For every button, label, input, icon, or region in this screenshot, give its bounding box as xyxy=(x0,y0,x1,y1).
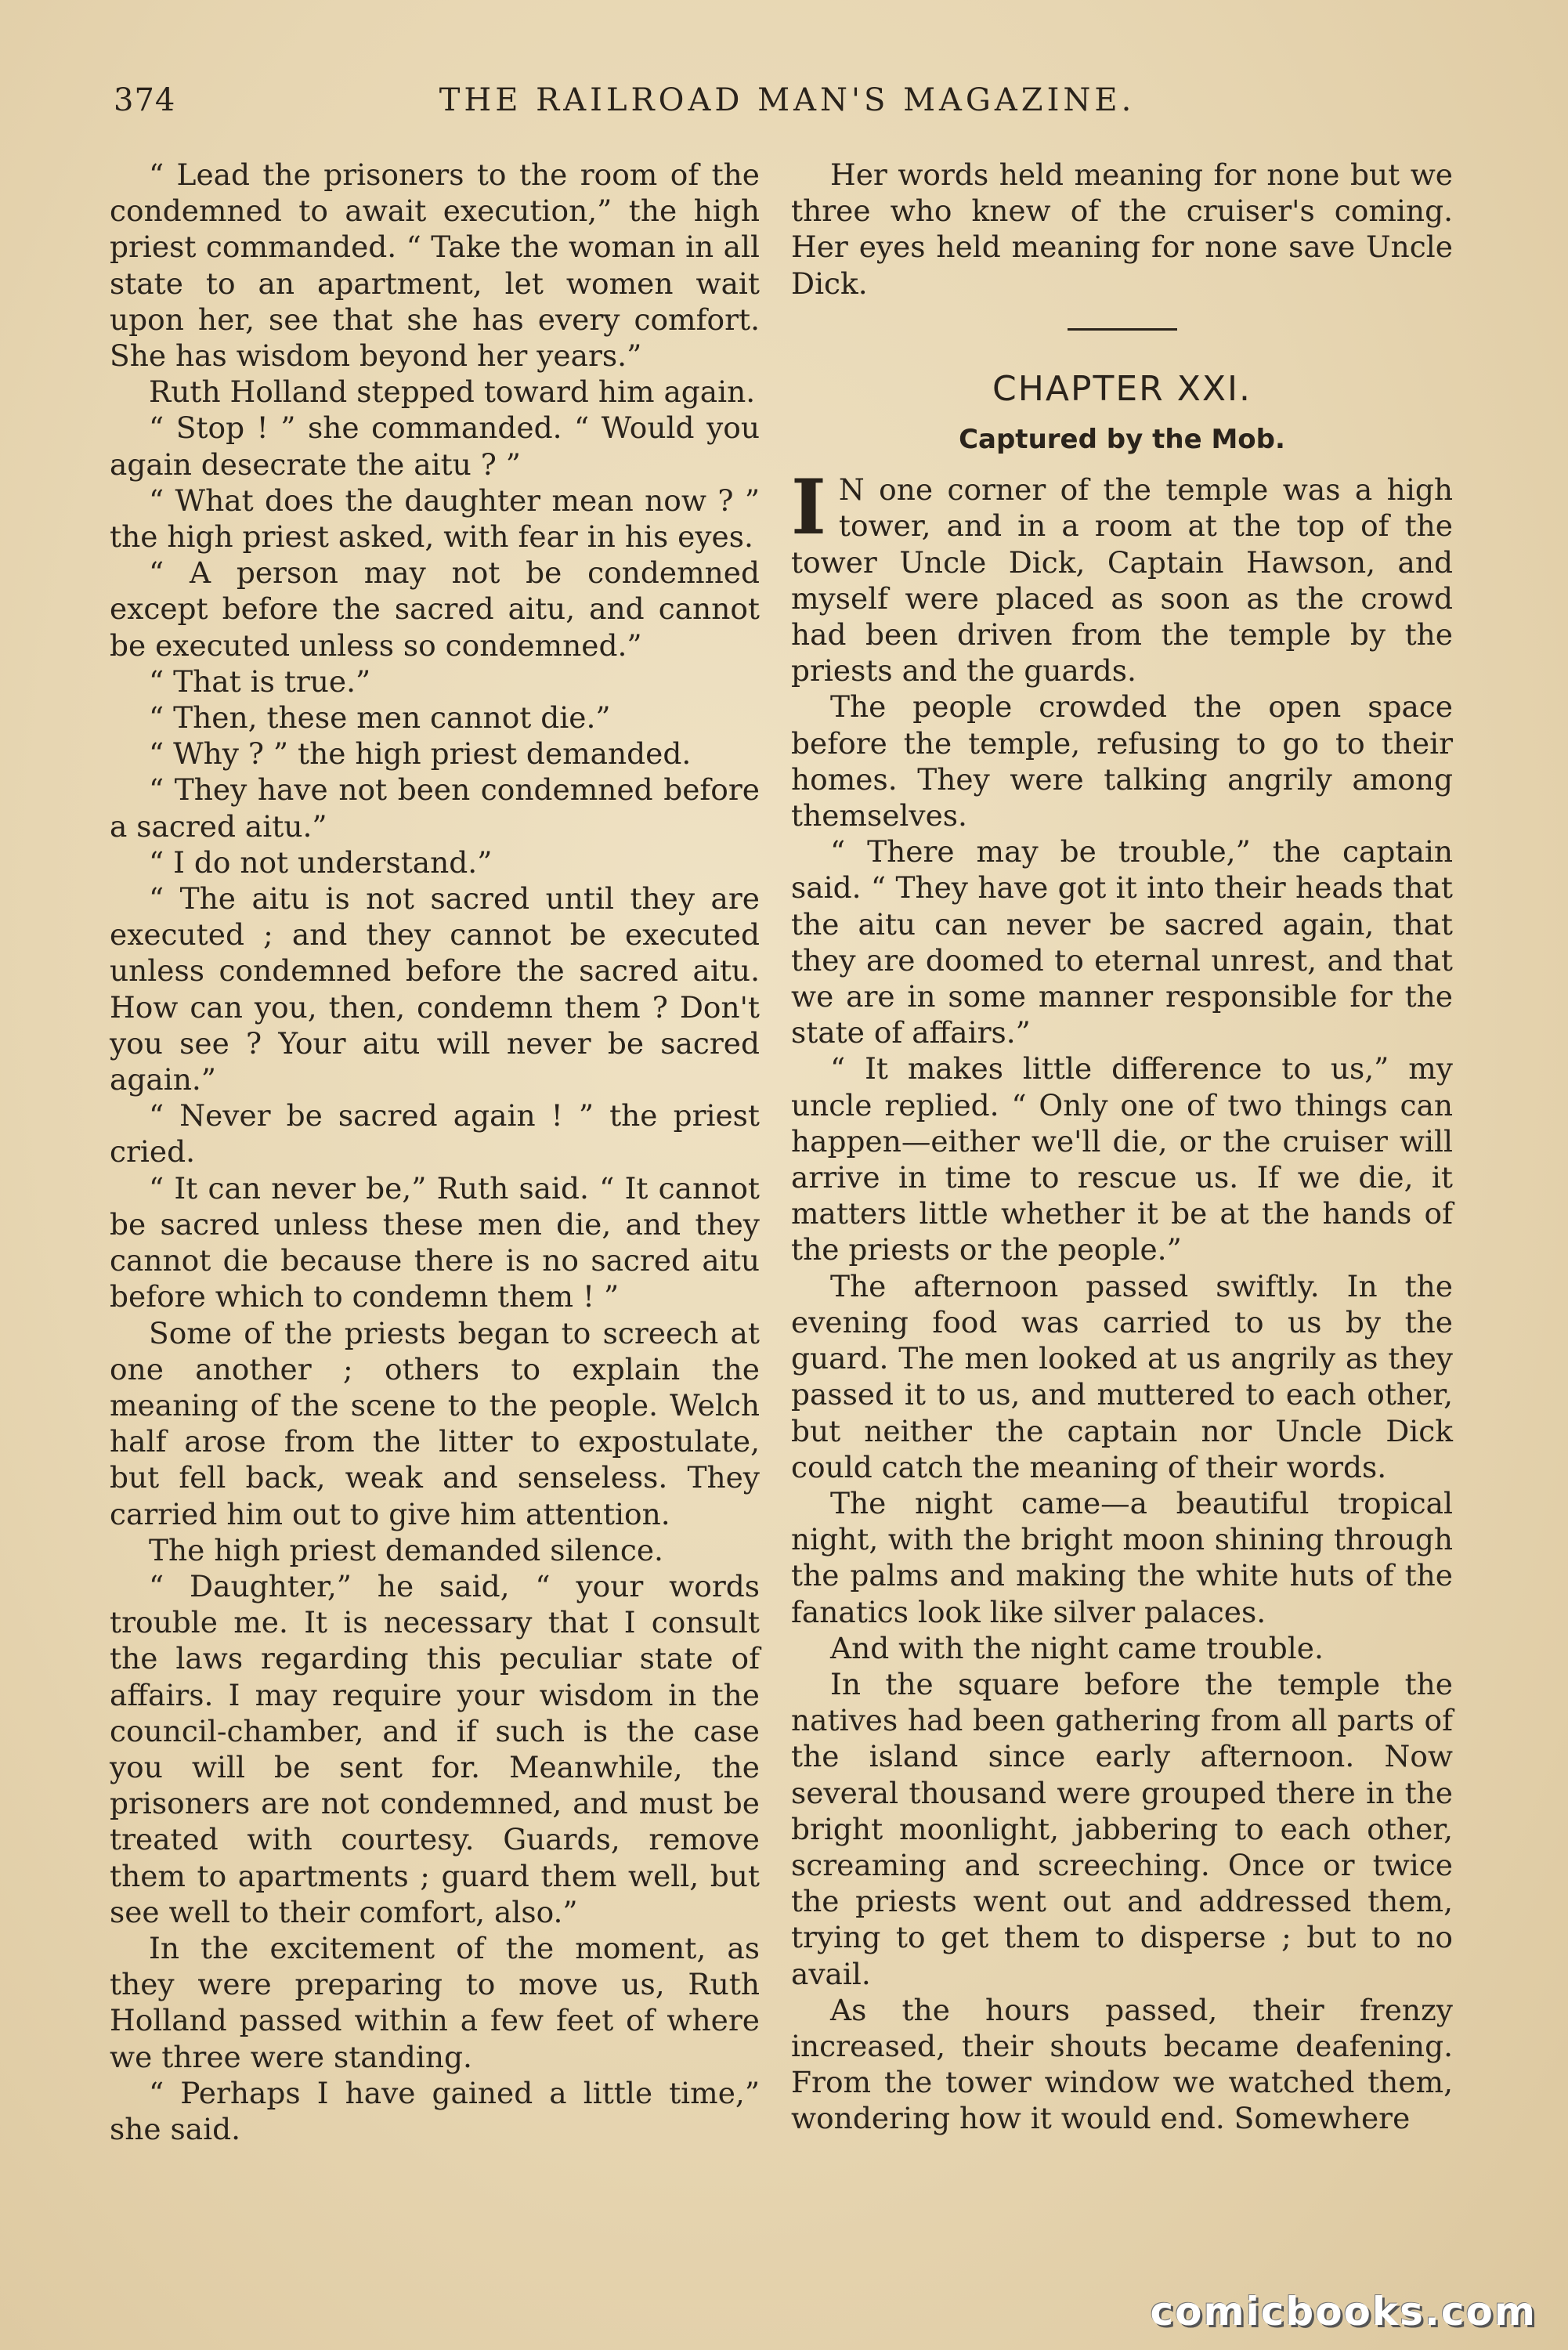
right-column xyxy=(791,157,1453,2137)
paragraph: In the excitement of the moment, as they were preparing to move us, Ruth Holland passed within a few feet of where we three were standing. xyxy=(110,1930,760,2074)
drop-cap: I xyxy=(791,463,826,552)
paragraph: The night came—a beautiful tropical night, with the bright moon shining through the palms and making the white huts of the fanatics look like silver palaces. xyxy=(791,1485,1453,1629)
paragraph: “ They have not been condemned before a sacred aitu.” xyxy=(110,772,760,844)
paragraph: “ Never be sacred again ! ” the priest cried. xyxy=(110,1098,760,1170)
running-title: THE RAILROAD MAN'S MAGAZINE. xyxy=(439,82,1136,118)
opening-paragraph xyxy=(791,463,1453,689)
page-number: 374 xyxy=(114,82,176,118)
paragraph: Her words held meaning for none but we three who knew of the cruiser's coming. Her eyes held meaning for none save Uncle Dick. xyxy=(791,157,1453,301)
paragraph: “ Stop ! ” she commanded. “ Would you again desecrate the aitu ? ” xyxy=(110,410,760,482)
paragraph: “ It makes little difference to us,” my uncle replied. “ Only one of two things can happen—either we'll die, or the cruiser will arrive in time to rescue us. If we die, it matters little whether it be at the hands of the priests or the people.” xyxy=(791,1051,1453,1267)
paragraph: The people crowded the open space before the temple, refusing to go to their homes. They were talking angrily among themselves. xyxy=(791,689,1453,833)
paragraph: “ The aitu is not sacred until they are executed ; and they cannot be executed unless condemned before the sacred aitu. How can you, then, condemn them ? Don't you see ? Your aitu will never be sacred again.” xyxy=(110,881,760,1097)
paragraph: “ Then, these men cannot die.” xyxy=(149,700,611,736)
page-header xyxy=(114,82,1461,129)
opening-text: N one corner of the temple was a high tower, and in a room at the top of the tower Uncle Dick, Captain Hawson, and myself were placed as soon as the crowd had been driven from the temple by the priests and the guards. xyxy=(791,472,1453,689)
chapter-title: CHAPTER XXI. xyxy=(992,368,1252,409)
section-divider xyxy=(1068,328,1177,331)
paragraph: “ I do not understand.” xyxy=(149,844,493,880)
left-column xyxy=(110,157,760,2147)
paragraph: “ Perhaps I have gained a little time,” she said. xyxy=(110,2075,760,2146)
chapter-subtitle: Captured by the Mob. xyxy=(959,424,1285,456)
paragraph: “ What does the daughter mean now ? ” the high priest asked, with fear in his eyes. xyxy=(110,483,760,555)
paragraph: In the square before the temple the natives had been gathering from all parts of the island since early afternoon. Now several thousand were grouped there in the bright moonlight, jabbering to each other, screaming and screeching. Once or twice the priests went out and addressed them, trying to get them to disperse ; but to no avail. xyxy=(791,1666,1453,1991)
paragraph: “ That is true.” xyxy=(149,663,371,699)
paragraph: “ Daughter,” he said, “ your words trouble me. It is necessary that I consult the laws regarding this peculiar state of affairs. I may require your wisdom in the council-chamber, and if such is the case you will be sent for. Meanwhile, the prisoners are not condemned, and must be treated with courtesy. Guards, remove them to apartments ; guard them well, but see well to their comfort, also.” xyxy=(110,1568,760,1929)
site-watermark: comicbooks.com xyxy=(1150,2289,1537,2334)
paragraph: Ruth Holland stepped toward him again. xyxy=(149,374,756,410)
paragraph: “ There may be trouble,” the captain said. “ They have got it into their heads that the aitu can never be sacred again, that they are doomed to eternal unrest, and that we are in some manner responsible for the state of affairs.” xyxy=(791,834,1453,1050)
paragraph: “ A person may not be condemned except before the sacred aitu, and cannot be executed unless so condemned.” xyxy=(110,555,760,663)
paragraph: “ Lead the prisoners to the room of the condemned to await execution,” the high priest commanded. “ Take the woman in all state to an apartment, let women wait upon her, see that she has every comfort. She has wisdom beyond her years.” xyxy=(110,157,760,374)
paragraph: Some of the priests began to screech at one another ; others to explain the meaning of the scene to the people. Welch half arose from the litter to expostulate, but fell back, weak and senseless. They carried him out to give him attention. xyxy=(110,1315,760,1531)
paragraph: The afternoon passed swiftly. In the evening food was carried to us by the guard. The men looked at us angrily as they passed it to us, and muttered to each other, but neither the captain nor Uncle Dick could catch the meaning of their words. xyxy=(791,1268,1453,1484)
paragraph: The high priest demanded silence. xyxy=(149,1532,663,1567)
paragraph: “ Why ? ” the high priest demanded. xyxy=(149,736,692,772)
paragraph: And with the night came trouble. xyxy=(830,1630,1324,1665)
paragraph: “ It can never be,” Ruth said. “ It cannot be sacred unless these men die, and they cannot die because there is no sacred aitu before which to condemn them ! ” xyxy=(110,1170,760,1314)
paragraph: As the hours passed, their frenzy increased, their shouts became deafening. From the tower window we watched them, wondering how it would end. Somewhere xyxy=(791,1992,1453,2136)
